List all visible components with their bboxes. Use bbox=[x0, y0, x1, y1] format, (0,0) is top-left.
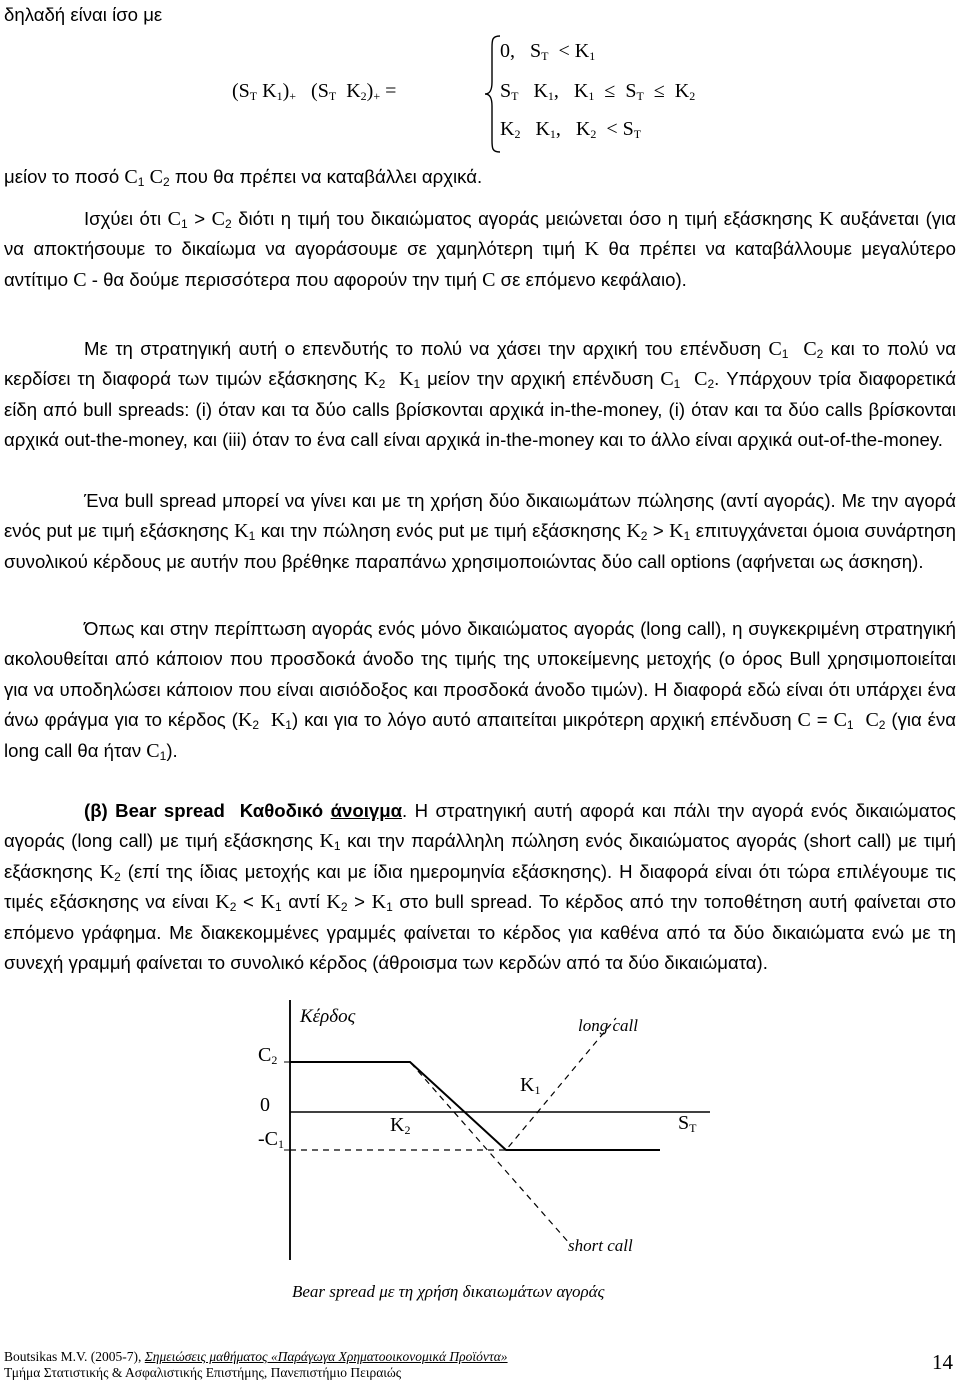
formula-followup: μείον το ποσό $C_1$ $C_2$ που θα πρέπει να καταβάλλει αρχικά. bbox=[4, 166, 483, 189]
st-label: $S_T$ bbox=[678, 1112, 697, 1135]
long-call-line bbox=[290, 1018, 616, 1150]
bear-spread-figure bbox=[240, 1000, 720, 1300]
k1-label: $K_1$ bbox=[520, 1074, 541, 1097]
footer-line-2: Τμήμα Στατιστικής & Ασφαλιστικής Επιστήμης, Πανεπιστήμιο Πειραιώς bbox=[4, 1365, 402, 1380]
paragraph-2: Με τη στρατηγική αυτή ο επενδυτής το πολύ να χάσει την αρχική του επένδυση $C_1$ $C_2$ και το πολύ να κερδίσει τη διαφορά των τιμών εξάσκησης $K_2$ $K_1$ μείον την αρχική επένδυση $C_1$ $C_2$. Υπάρχουν τρία διαφορετικά είδη από bull spreads: (i) όταν και τα δύο calls βρίσκονται αρχικά in-the-money, (i) όταν και τα δύο calls βρίσκονται αρχικά out-the-money, και (iii) όταν το ένα call είναι αρχικά in-the-money και το άλλο είναι αρχικά out-of-the-money. bbox=[4, 338, 957, 451]
total-profit-line bbox=[290, 1062, 660, 1150]
paragraph-1: Ισχύει ότι $C_1 > C_2$ διότι η τιμή του δικαιώματος αγοράς μειώνεται όσο η τιμή εξάσκησης K αυξάνεται (για να αποκτήσουμε το δικαίωμα να αγοράσουμε σε χαμηλότερη τιμή K θα πρέπει να καταβάλλουμε μεγαλύτερο αντίτιμο C - θα δούμε περισσότερα που αφορούν την τιμή C σε επόμενο κεφάλαιο). bbox=[4, 208, 956, 291]
short-call-label: short call bbox=[568, 1236, 633, 1255]
paragraph-4: Όπως και στην περίπτωση αγοράς ενός μόνο δικαιώματος αγοράς (long call), η συγκεκριμένη στρατηγική ακολουθείται από κάποιον που προσδοκά άνοδο της τιμής της υποκείμενης μετοχής (ο όρος Bull χρησιμοποιείται για να υποδηλώσει κάποιον που είναι αισιόδοξος και προσδοκά άνοδο τιμών). Η διαφορά εδώ είναι ότι υπάρχει ένα άνω φράγμα για το κέρδος ($K_2$ $K_1$) και για το λόγο αυτό απαιτείται μικρότερη αρχική επένδυση $C = C_1$ $C_2$ (για ένα long call θα ήταν $C_1$). bbox=[4, 618, 956, 763]
tick-label-c2: $C_2$ bbox=[258, 1044, 278, 1067]
formula-case-1: 0, $S_T < K_1$ bbox=[500, 40, 596, 63]
footer-line-1: Boutsikas M.V. (2005-7), Σημειώσεις μαθήματος «Παράγωγα Χρηματοοικονομικά Προϊόντα» bbox=[4, 1349, 508, 1364]
long-call-label: long call bbox=[578, 1016, 638, 1035]
paragraph-5: (β) Bear spread Καθοδικό άνοιγμα. Η στρατηγική αυτή αφορά και πάλι την αγορά ενός δικαιώματος αγοράς (long call) με τιμή εξάσκησης $K_1$ και την παράλληλη πώληση ενός δικαιώματος αγοράς (short call) με τιμή εξάσκησης $K_2$ (επί της ίδιας μετοχής και με ίδια ημερομηνία εξάσκησης). Η διαφορά είναι ότι τώρα επιλέγουμε τις τιμές εξάσκησης να είναι $K_2 < K_1$ αντί $K_2 > K_1$ στο bull spread. Το κέρδος από την τοποθέτηση αυτή φαίνεται στο επόμενο γράφημα. Με διακεκομμένες γραμμές φαίνεται το κέρδος για καθένα από τα δύο δικαιώματα ενώ με τη συνεχή γραμμή φαίνεται το συνολικό κέρδος (άθροισμα των κερδών από τα δύο δικαιώματα). bbox=[4, 800, 956, 974]
page-number: 14 bbox=[932, 1350, 953, 1374]
tick-label-zero: 0 bbox=[260, 1094, 270, 1116]
formula-case-2: $S_T$ $K_1$, $K_1 \le S_T \le K_2$ bbox=[500, 80, 696, 103]
intro-text: δηλαδή είναι ίσο με bbox=[4, 4, 163, 25]
figure-caption: Bear spread με τη χρήση δικαιωμάτων αγοράς bbox=[292, 1282, 605, 1301]
paragraph-3: Ένα bull spread μπορεί να γίνει και με τη χρήση δύο δικαιωμάτων πώλησης (αντί αγοράς). Με την αγορά ενός put με τιμή εξάσκησης $K_1$ και την πώληση ενός put με τιμή εξάσκησης $K_2 > K_1$ επιτυγχάνεται όμοια συνάρτηση συνολικού κέρδους με αυτήν που βρέθηκε παραπάνω χρησιμοποιώντας δύο call options (αφήνεται ως άσκηση). bbox=[4, 490, 956, 572]
formula-case-3: $K_2$ $K_1$, $K_2 < S_T$ bbox=[500, 118, 642, 141]
tick-label-neg-c1: $-C_1$ bbox=[258, 1128, 284, 1151]
figure-ylabel: Κέρδος bbox=[300, 1006, 356, 1027]
formula-lhs: ($S_T$ $K_1)_+$ ($S_T$ $K_2)_+$ = bbox=[232, 80, 397, 103]
k2-label: $K_2$ bbox=[390, 1114, 411, 1137]
